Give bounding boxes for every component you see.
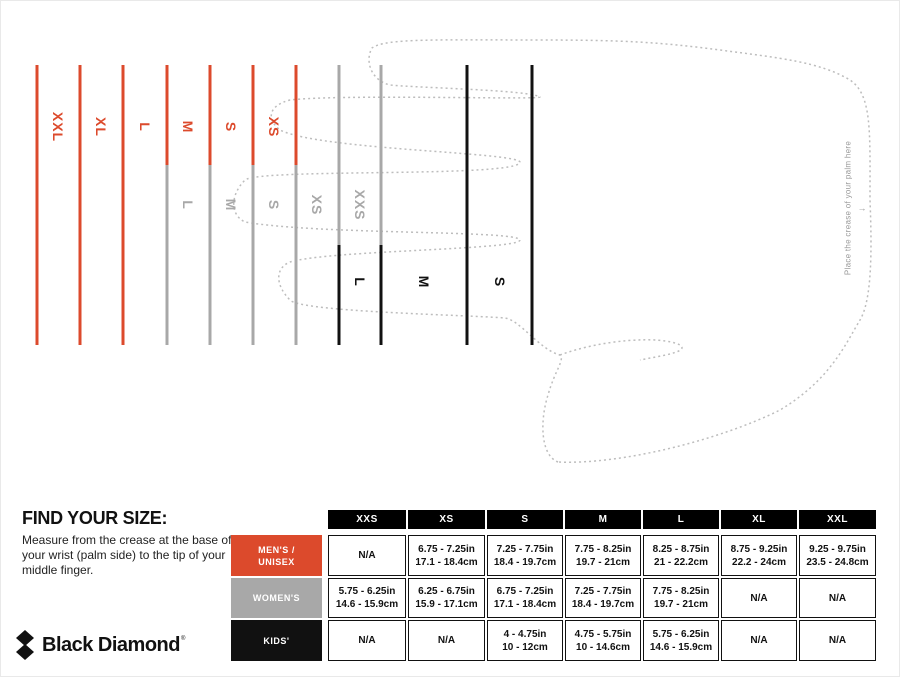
arrow-right-icon: →	[857, 203, 867, 213]
col-header-s: S	[487, 510, 563, 529]
mens-xxl-label: XXL	[50, 111, 66, 143]
row-header-kids-line1: KIDS'	[263, 635, 290, 646]
cell-womens-xxs: 5.75 - 6.25in 14.6 - 15.9cm	[328, 578, 406, 618]
cell-kids-xxs: N/A	[328, 620, 406, 661]
cell-kids-m: 4.75 - 5.75in 10 - 14.6cm	[565, 620, 641, 661]
cell-kids-xs: N/A	[408, 620, 485, 661]
cell-womens-xxl: N/A	[799, 578, 876, 618]
cell-mens-xl: 8.75 - 9.25in 22.2 - 24cm	[721, 535, 797, 576]
cell-womens-xs: 6.25 - 6.75in 15.9 - 17.1cm	[408, 578, 485, 618]
kids-m-label: M	[416, 275, 432, 289]
row-header-womens-line1: WOMEN'S	[252, 593, 301, 603]
col-header-xl: XL	[721, 510, 797, 529]
brand-name: Black Diamond	[42, 633, 180, 656]
cell-womens-s: 6.75 - 7.25in 17.1 - 18.4cm	[487, 578, 563, 618]
cell-womens-xl: N/A	[721, 578, 797, 618]
col-header-l: L	[643, 510, 719, 529]
cell-mens-xxs: N/A	[328, 535, 406, 576]
row-header-mens	[231, 535, 322, 576]
cell-mens-m: 7.75 - 8.25in 19.7 - 21cm	[565, 535, 641, 576]
womens-m-label: M	[223, 198, 239, 212]
womens-l-label: L	[180, 200, 196, 210]
black-diamond-logo	[14, 630, 185, 660]
cell-mens-xs: 6.75 - 7.25in 17.1 - 18.4cm	[408, 535, 485, 576]
cell-womens-m: 7.25 - 7.75in 18.4 - 19.7cm	[565, 578, 641, 618]
find-your-size-description: Measure from the crease at the base of your wrist (palm side) to the tip of your middle finger.	[22, 533, 232, 577]
cell-mens-s: 7.25 - 7.75in 18.4 - 19.7cm	[487, 535, 563, 576]
cell-kids-xl: N/A	[721, 620, 797, 661]
mens-m-label: M	[180, 120, 196, 134]
col-header-m: M	[565, 510, 641, 529]
cell-womens-l: 7.75 - 8.25in 19.7 - 21cm	[643, 578, 719, 618]
kids-l-label: L	[352, 277, 368, 287]
palm-crease-hint: Place the crease of your palm here	[843, 140, 853, 276]
cell-kids-xxl: N/A	[799, 620, 876, 661]
cell-mens-xxl: 9.25 - 9.75in 23.5 - 24.8cm	[799, 535, 876, 576]
mens-xl-label: XL	[93, 117, 109, 137]
mens-xs-label: XS	[266, 116, 282, 138]
diamond-logo-icon	[14, 630, 36, 660]
mens-s-label: S	[223, 121, 239, 133]
cell-mens-l: 8.25 - 8.75in 21 - 22.2cm	[643, 535, 719, 576]
row-header-kids	[231, 620, 322, 661]
cell-kids-l: 5.75 - 6.25in 14.6 - 15.9cm	[643, 620, 719, 661]
row-header-mens-line1: MEN'S /	[258, 544, 295, 555]
col-header-xxs: XXS	[328, 510, 406, 529]
womens-xxs-label: XXS	[352, 189, 368, 221]
womens-s-label: S	[266, 199, 282, 211]
col-header-xs: XS	[408, 510, 485, 529]
womens-xs-label: XS	[309, 194, 325, 216]
hand-outline	[234, 40, 871, 462]
registered-mark: ®	[180, 636, 186, 642]
col-header-xxl: XXL	[799, 510, 876, 529]
row-header-mens-line2: UNISEX	[258, 556, 295, 567]
find-your-size-title: FIND YOUR SIZE:	[22, 508, 168, 528]
cell-kids-s: 4 - 4.75in 10 - 12cm	[487, 620, 563, 661]
row-header-womens	[231, 578, 322, 618]
kids-s-label: S	[492, 276, 508, 288]
mens-l-label: L	[137, 122, 153, 132]
